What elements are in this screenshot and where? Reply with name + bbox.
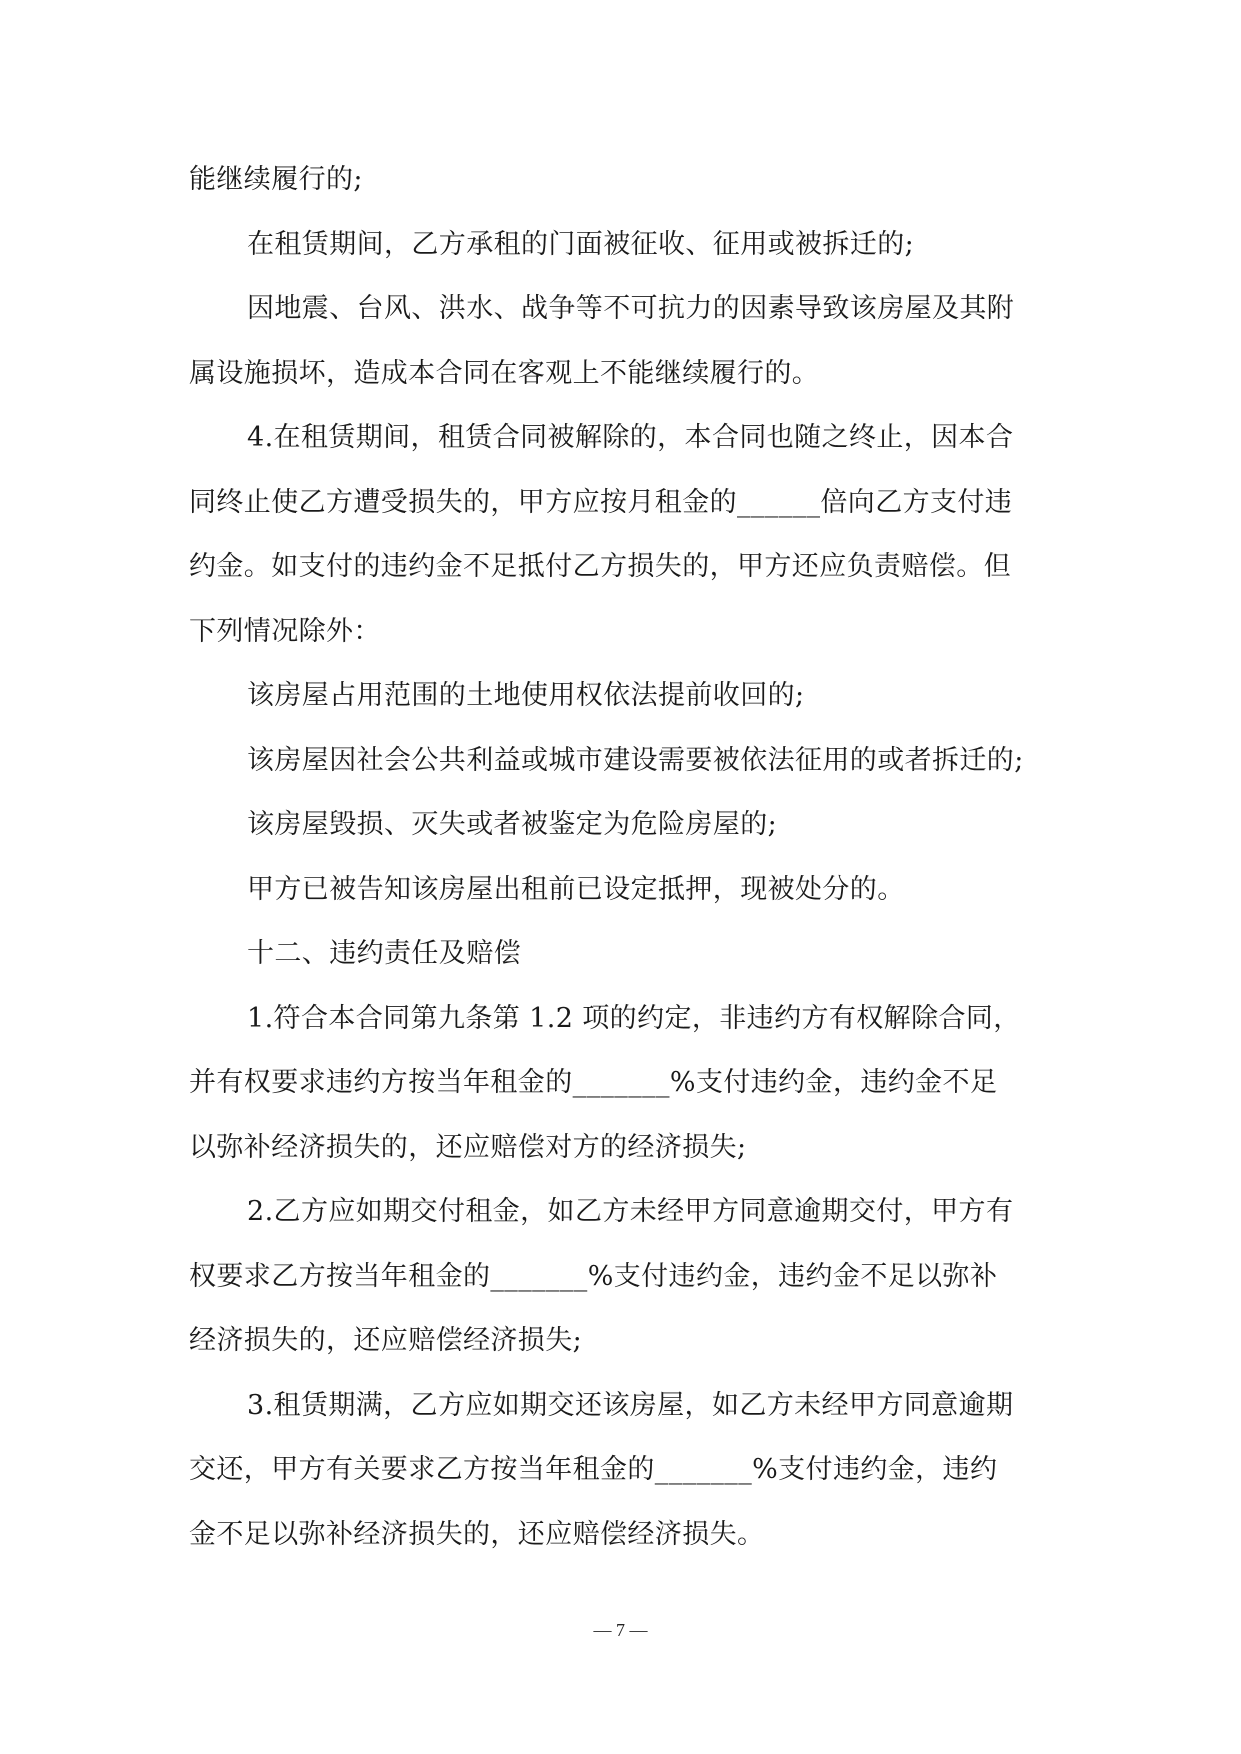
text-line: 甲方已被告知该房屋出租前已设定抵押，现被处分的。 (247, 873, 905, 905)
text-line: 同终止使乙方遭受损失的，甲方应按月租金的______倍向乙方支付违 (189, 486, 1013, 518)
text-line: 2.乙方应如期交付租金，如乙方未经甲方同意逾期交付，甲方有 (247, 1196, 1014, 1227)
text-line: 3.租赁期满，乙方应如期交还该房屋，如乙方未经甲方同意逾期 (247, 1389, 1014, 1421)
text-line: 4.在租赁期间，租赁合同被解除的，本合同也随之终止，因本合 (247, 422, 1014, 453)
text-line: 该房屋因社会公共利益或城市建设需要被依法征用的或者拆迁的; (247, 744, 1024, 776)
text-line: 并有权要求违约方按当年租金的_______%支付违约金，违约金不足 (189, 1067, 998, 1098)
text-line: 1.符合本合同第九条第 1.2 项的约定，非违约方有权解除合同， (247, 1002, 1021, 1034)
text-line: 该房屋占用范围的土地使用权依法提前收回的; (247, 680, 805, 711)
text-line: 该房屋毁损、灭失或者被鉴定为危险房屋的; (247, 809, 778, 840)
text-line: 下列情况除外： (189, 615, 381, 647)
page-number: — 7 — (593, 1620, 648, 1640)
text-line: 因地震、台风、洪水、战争等不可抗力的因素导致该房屋及其附 (247, 293, 1015, 324)
text-line: 权要求乙方按当年租金的_______%支付违约金，违约金不足以弥补 (189, 1260, 998, 1292)
text-line: 交还，甲方有关要求乙方按当年租金的_______%支付违约金，违约 (189, 1454, 998, 1485)
text-line: 金不足以弥补经济损失的，还应赔偿经济损失。 (189, 1518, 765, 1550)
document-body (189, 158, 1059, 1577)
text-line: 经济损失的，还应赔偿经济损失; (189, 1325, 583, 1356)
text-line: 十二、违约责任及赔偿 (247, 938, 521, 969)
text-line: 能继续履行的; (189, 164, 363, 195)
text-line: 约金。如支付的违约金不足抵付乙方损失的，甲方还应负责赔偿。但 (189, 551, 1011, 582)
text-line: 在租赁期间，乙方承租的门面被征收、征用或被拆迁的; (247, 228, 915, 260)
text-line: 以弥补经济损失的，还应赔偿对方的经济损失; (189, 1131, 747, 1163)
text-line: 属设施损坏，造成本合同在客观上不能继续履行的。 (189, 357, 820, 389)
